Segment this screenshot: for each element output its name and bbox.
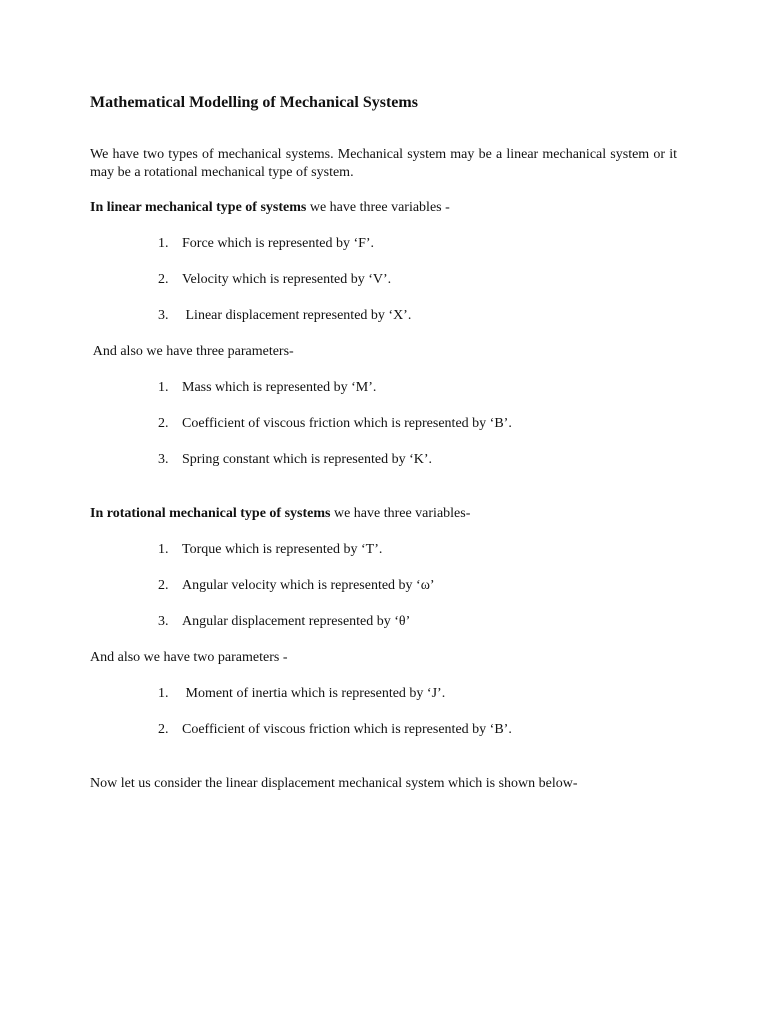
list-text: Coefficient of viscous friction which is represented by ‘B’. <box>182 722 512 737</box>
rotational-params-intro: And also we have two parameters - <box>90 650 288 665</box>
list-text: Angular displacement represented by ‘θ’ <box>182 614 411 629</box>
rotational-intro <box>90 505 470 523</box>
list-text: Angular velocity which is represented by ‘ω’ <box>182 578 435 593</box>
linear-intro <box>90 199 450 217</box>
list-item <box>158 613 410 631</box>
list-item <box>158 307 411 325</box>
list-item <box>158 721 512 739</box>
list-number: 2. <box>158 272 169 287</box>
linear-params-intro: And also we have three parameters- <box>90 344 294 359</box>
linear-intro-rest: we have three variables - <box>306 200 450 215</box>
list-number: 1. <box>158 380 169 395</box>
list-number: 1. <box>158 236 169 251</box>
list-text: Force which is represented by ‘F’. <box>182 236 375 251</box>
list-item <box>158 541 382 559</box>
list-number: 1. <box>158 542 169 557</box>
list-number: 2. <box>158 416 169 431</box>
closing-text: Now let us consider the linear displacement mechanical system which is shown below- <box>90 776 578 791</box>
list-text: Spring constant which is represented by ‘K’. <box>182 452 432 467</box>
list-number: 2. <box>158 578 169 593</box>
list-item <box>158 451 432 469</box>
rotational-intro-rest: we have three variables- <box>330 506 471 521</box>
list-text: Linear displacement represented by ‘X’. <box>182 308 412 323</box>
list-text: Torque which is represented by ‘T’. <box>182 542 383 557</box>
list-text: Mass which is represented by ‘M’. <box>182 380 377 395</box>
list-number: 3. <box>158 308 169 323</box>
list-item <box>158 271 391 289</box>
list-item <box>158 235 374 253</box>
list-text: Moment of inertia which is represented by ‘J’. <box>182 686 446 701</box>
page-title: Mathematical Modelling of Mechanical Systems <box>90 94 418 111</box>
list-number: 3. <box>158 614 169 629</box>
list-item <box>158 379 376 397</box>
list-text: Coefficient of viscous friction which is represented by ‘B’. <box>182 416 512 431</box>
list-number: 2. <box>158 722 169 737</box>
list-item <box>158 685 445 703</box>
intro-paragraph: We have two types of mechanical systems. Mechanical system may be a linear mechanical system or it may be a rotational mechanical type of system. <box>90 147 677 180</box>
list-number: 1. <box>158 686 169 701</box>
linear-intro-bold: In linear mechanical type of systems <box>90 200 307 215</box>
list-number: 3. <box>158 452 169 467</box>
rotational-intro-bold: In rotational mechanical type of systems <box>90 506 331 521</box>
list-text: Velocity which is represented by ‘V’. <box>182 272 392 287</box>
list-item <box>158 577 435 595</box>
list-item <box>158 415 512 433</box>
